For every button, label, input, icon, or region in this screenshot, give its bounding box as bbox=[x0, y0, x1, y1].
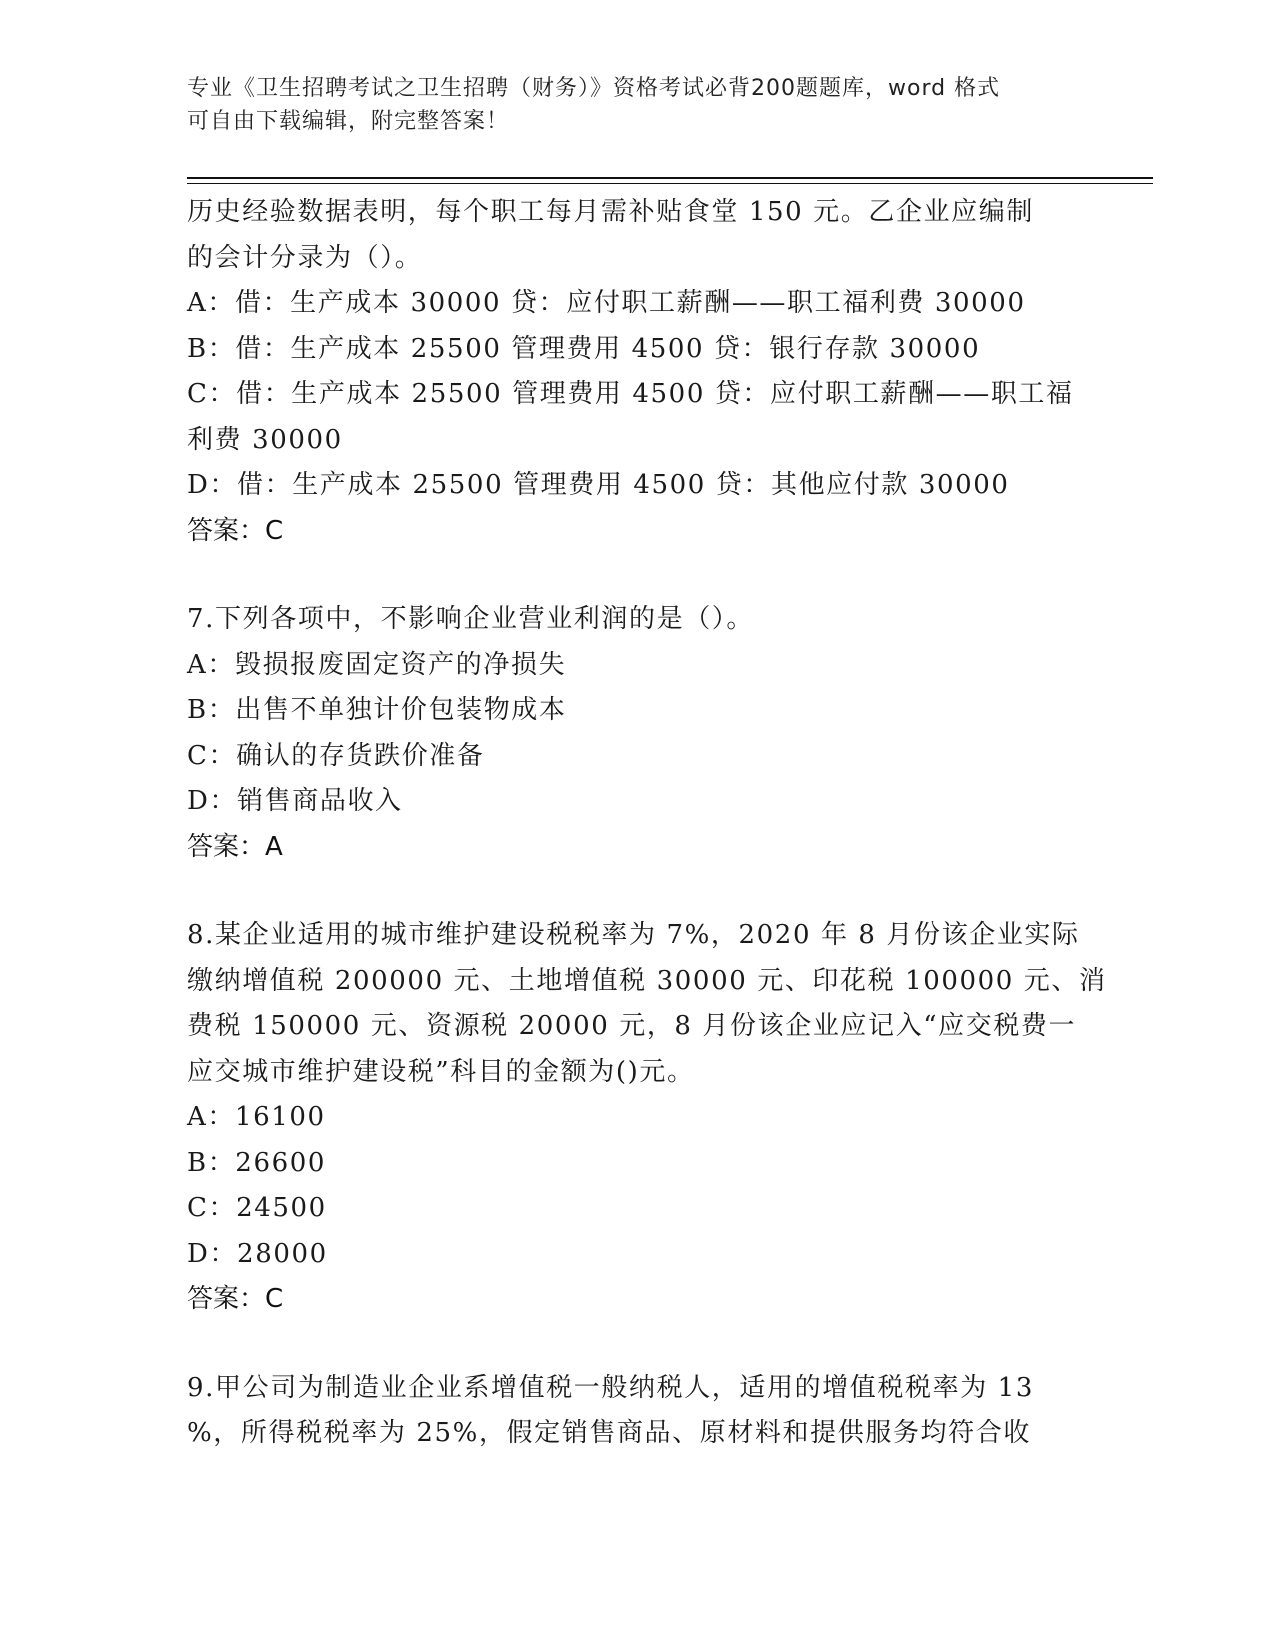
option-b: B：26600 bbox=[187, 1147, 327, 1178]
question-stem-line: 8.某企业适用的城市维护建设税税率为 7%，2020 年 8 月份该企业实际 bbox=[187, 920, 1080, 950]
option-a: A：毁损报废固定资产的净损失 bbox=[187, 649, 567, 680]
option-d: D：28000 bbox=[187, 1238, 328, 1269]
question-stem-line: %，所得税税率为 25%，假定销售商品、原材料和提供服务均符合收 bbox=[187, 1418, 1031, 1448]
header-rule-thin bbox=[187, 183, 1153, 184]
question-stem-line: 应交城市维护建设税”科目的金额为()元。 bbox=[187, 1056, 695, 1087]
question-stem-line: 7.下列各项中，不影响企业营业利润的是（）。 bbox=[187, 604, 755, 634]
question-9 bbox=[187, 1366, 1087, 1457]
header-line-1: 专业《卫生招聘考试之卫生招聘（财务）》资格考试必背200题题库，word 格式 bbox=[187, 76, 1001, 101]
question-8 bbox=[187, 913, 1107, 1323]
option-c: C：确认的存货跌价准备 bbox=[187, 740, 485, 771]
option-a: A：16100 bbox=[187, 1102, 326, 1132]
answer: 答案：C bbox=[187, 1284, 284, 1314]
question-7 bbox=[187, 597, 1087, 870]
question-content bbox=[187, 190, 1107, 1457]
page-header bbox=[187, 72, 1067, 138]
question-stem-line: 历史经验数据表明，每个职工每月需补贴食堂 150 元。乙企业应编制 bbox=[187, 197, 1034, 227]
answer: 答案：A bbox=[187, 831, 283, 862]
header-line-2: 可自由下载编辑，附完整答案！ bbox=[187, 109, 510, 134]
option-b: B：借：生产成本 25500 管理费用 4500 贷：银行存款 30000 bbox=[187, 333, 981, 364]
question-stem-line: 缴纳增值税 200000 元、土地增值税 30000 元、印花税 100000 元、消 bbox=[187, 965, 1107, 996]
question-6-continued bbox=[187, 190, 1087, 554]
question-stem-line: 费税 150000 元、资源税 20000 元，8 月份该企业应记入“应交税费一 bbox=[187, 1011, 1077, 1041]
header-rule-thick bbox=[187, 177, 1153, 179]
option-c: C：借：生产成本 25500 管理费用 4500 贷：应付职工薪酬——职工福 bbox=[187, 379, 1074, 409]
option-d: D：借：生产成本 25500 管理费用 4500 贷：其他应付款 30000 bbox=[187, 470, 1010, 500]
question-stem-line: 9.甲公司为制造业企业系增值税一般纳税人，适用的增值税税率为 13 bbox=[187, 1372, 1034, 1403]
option-b: B：出售不单独计价包装物成本 bbox=[187, 695, 567, 725]
option-d: D：销售商品收入 bbox=[187, 786, 403, 816]
option-c: C：24500 bbox=[187, 1193, 327, 1223]
question-stem-line: 的会计分录为（）。 bbox=[187, 242, 423, 273]
option-a: A：借：生产成本 30000 贷：应付职工薪酬——职工福利费 30000 bbox=[187, 288, 1026, 318]
answer: 答案：C bbox=[187, 515, 284, 546]
option-c-continued: 利费 30000 bbox=[187, 424, 343, 455]
